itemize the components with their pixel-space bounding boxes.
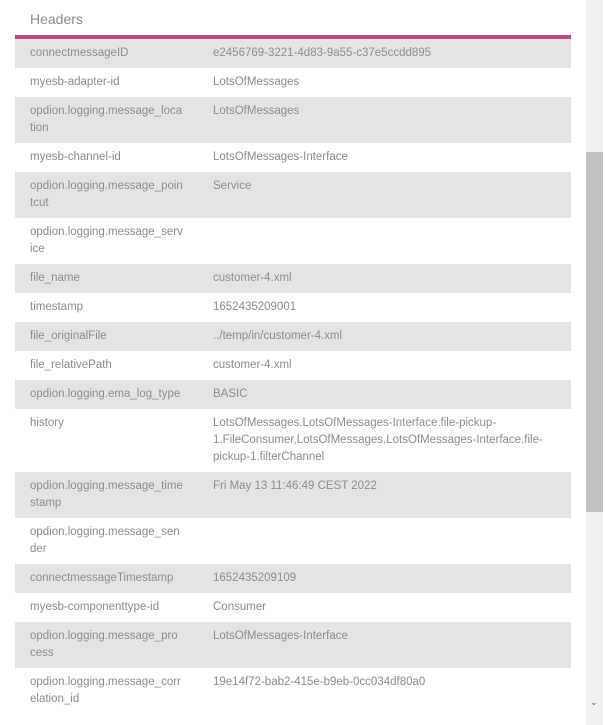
table-row [15,472,571,518]
header-key: opdion.logging.message_timestamp [30,480,183,509]
header-value: BASIC [213,388,248,400]
header-value: ../temp/in/customer-4.xml [213,330,343,342]
header-value: 1652435209109 [213,572,297,584]
table-row [15,380,571,409]
header-key: opdion.logging.message_process [30,630,178,659]
header-key: connectmessageTimestamp [30,572,174,584]
header-value: Fri May 13 11:46:49 CEST 2022 [213,480,377,492]
header-key: opdion.logging.message_sender [30,526,180,555]
table-row [15,143,571,172]
header-value: 1652435209001 [213,301,297,313]
header-key: file_relativePath [30,359,112,371]
table-row [15,322,571,351]
table-row [15,668,571,714]
section-title: Headers [30,11,83,27]
header-key: opdion.logging.message_pointcut [30,180,183,209]
header-key: file_name [30,272,80,284]
table-row [15,593,571,622]
header-value [198,518,571,564]
table-row [15,351,571,380]
header-key: timestamp [30,301,84,313]
header-value: LotsOfMessages.LotsOfMessages-Interface.file-pickup-1.FileConsumer,LotsOfMessages.LotsOfMessages-Interface.file-pickup-1.filterChannel [213,417,543,463]
scrollbar-thumb[interactable] [586,152,603,512]
table-row [15,518,571,564]
table-row [15,39,571,68]
header-value [198,218,571,264]
table-row [15,293,571,322]
header-value: e2456769-3221-4d83-9a55-c37e5ccdd895 [213,47,432,59]
header-value: Consumer [213,601,267,613]
table-row [15,622,571,668]
header-value: customer-4.xml [213,359,292,371]
header-key: myesb-componenttype-id [30,601,160,613]
table-row [15,218,571,264]
table-row [15,68,571,97]
table-row [15,172,571,218]
table-row [15,97,571,143]
header-value: LotsOfMessages-Interface [213,151,348,163]
header-key: history [30,417,64,429]
table-row [15,264,571,293]
header-key: myesb-adapter-id [30,76,120,88]
header-value: LotsOfMessages [213,76,300,88]
header-key: opdion.logging.message_correlation_id [30,676,181,705]
header-value: LotsOfMessages-Interface [213,630,348,642]
table-row [15,564,571,593]
table-row [15,409,571,472]
header-key: opdion.logging.message_location [30,105,183,134]
header-value: 19e14f72-bab2-415e-b9eb-0cc034df80a0 [213,676,426,688]
header-key: opdion.logging.ema_log_type [30,388,181,400]
chevron-down-icon[interactable]: ⌄ [590,697,598,707]
header-value: customer-4.xml [213,272,292,284]
header-key: connectmessageID [30,47,129,59]
header-value: LotsOfMessages [213,105,300,117]
scrollbar[interactable] [586,0,603,725]
headers-table [15,39,571,714]
header-key: myesb-channel-id [30,151,121,163]
header-value: Service [213,180,252,192]
header-key: opdion.logging.message_service [30,226,183,255]
header-key: file_originalFile [30,330,107,342]
